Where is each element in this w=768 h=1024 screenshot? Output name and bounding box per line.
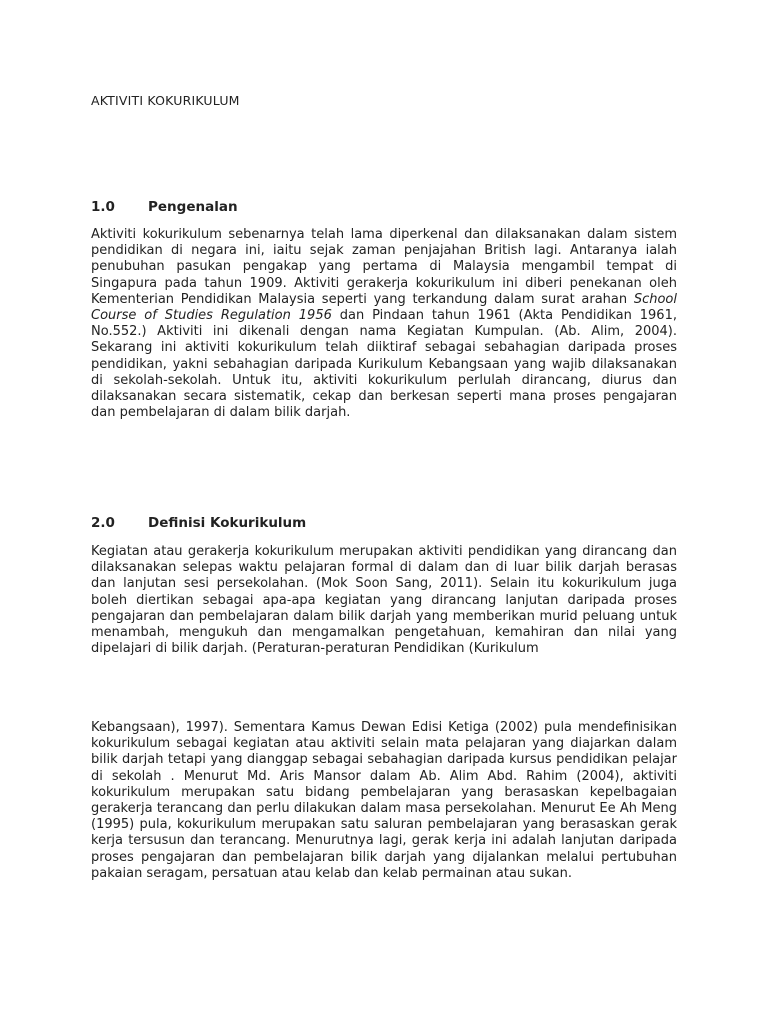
section-title: Pengenalan xyxy=(148,199,238,215)
italic-citation: School Course of Studies Regulation 1956 xyxy=(91,291,677,324)
paragraph-text: Aktiviti kokurikulum sebenarnya telah lama diperkenal dan dilaksanakan dalam sistem pendidikan di negara ini, iaitu sejak zaman penjajahan British lagi. Antaranya ialah penubuhan pasukan pengakap yang pertama di Malaysia mengambil tempat di Singapura pada tahun 1909. Aktiviti gerakerja kokurikulum ini diberi penekanan oleh Kementerian Pendidikan Malaysia seperti yang terkandung dalam surat arahan xyxy=(91,227,677,307)
paragraph-text: dan Pindaan tahun 1961 (Akta Pendidikan 1961, No.552.) Aktiviti ini dikenali dengan nama Kegiatan Kumpulan. (Ab. Alim, 2004). Sekarang ini aktiviti kokurikulum telah diiktiraf sebagai sebahagian daripada proses pendidikan, yakni sebahagian daripada Kurikulum Kebangsaan yang wajib dilaksanakan di sekolah-sekolah. Untuk itu, aktiviti kokurikulum perlulah dirancang, diurus dan dilaksanakan secara sistematik, cekap dan berkesan seperti mana proses pengajaran dan pembelajaran di dalam bilik darjah. xyxy=(91,308,677,421)
section-number: 1.0 xyxy=(91,199,115,215)
section-number: 2.0 xyxy=(91,515,115,531)
section-paragraph-definisi-1: Kegiatan atau gerakerja kokurikulum merupakan aktiviti pendidikan yang dirancang dan dilaksanakan selepas waktu pelajaran formal di dalam dan di luar bilik darjah berasas dan lanjutan sesi persekolahan. (Mok Soon Sang, 2011). Selain itu kokurikulum juga boleh diertikan sebagai apa-apa kegiatan yang dirancang lanjutan daripada proses pengajaran dan pembelajaran dalam bilik darjah yang memberikan murid peluang untuk menambah, mengukuh dan mengamalkan pengetahuan, kemahiran dan nilai yang dipelajari di bilik darjah. (Peraturan-peraturan Pendidikan (Kurikulum xyxy=(91,544,677,657)
section-paragraph-pengenalan xyxy=(91,227,677,421)
section-heading-definisi xyxy=(91,515,306,531)
document-title: AKTIVITI KOKURIKULUM xyxy=(91,93,240,108)
section-paragraph-definisi-2: Kebangsaan), 1997). Sementara Kamus Dewan Edisi Ketiga (2002) pula mendefinisikan kokurikulum sebagai kegiatan atau aktiviti selain mata pelajaran yang diajarkan dalam bilik darjah tetapi yang dianggap sebagai sebahagian daripada kursus pendidikan pelajar di sekolah . Menurut Md. Aris Mansor dalam Ab. Alim Abd. Rahim (2004), aktiviti kokurikulum merupakan satu bidang pembelajaran yang berasaskan kepelbagaian gerakerja terancang dan perlu dilakukan dalam masa persekolahan. Menurut Ee Ah Meng (1995) pula, kokurikulum merupakan satu saluran pembelajaran yang berasaskan gerak kerja tersusun dan terancang. Menurutnya lagi, gerak kerja ini adalah lanjutan daripada proses pengajaran dan pembelajaran bilik darjah yang dijalankan melalui pertubuhan pakaian seragam, persatuan atau kelab dan kelab permainan atau sukan. xyxy=(91,720,677,881)
section-heading-pengenalan xyxy=(91,199,238,215)
section-title: Definisi Kokurikulum xyxy=(148,515,307,531)
